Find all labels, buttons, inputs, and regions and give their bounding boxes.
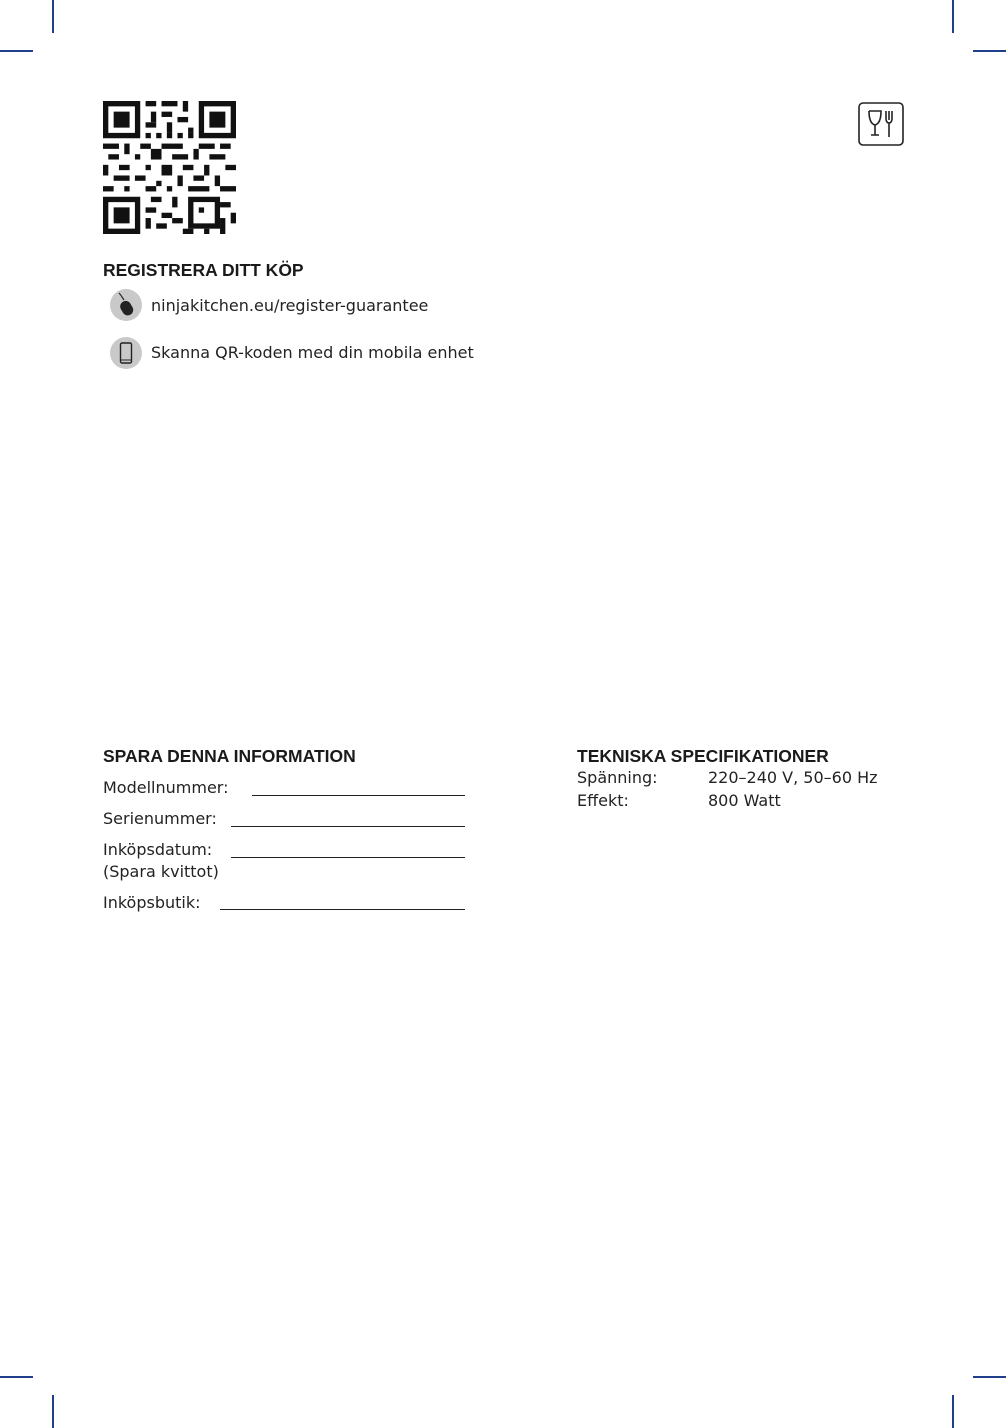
mobile-phone-icon: [110, 337, 142, 369]
crop-mark: [973, 50, 1006, 52]
purchase-date-label: Inköpsdatum:: [103, 840, 213, 859]
crop-mark: [0, 1376, 33, 1378]
qr-code-icon: [103, 101, 236, 234]
crop-mark: [52, 1395, 54, 1428]
spec-power-label: Effekt:: [577, 791, 629, 810]
spec-voltage-label: Spänning:: [577, 768, 658, 787]
crop-mark: [0, 50, 33, 52]
register-url[interactable]: ninjakitchen.eu/register-guarantee: [151, 296, 429, 315]
specs-heading: TEKNISKA SPECIFIKATIONER: [577, 746, 829, 766]
crop-mark: [52, 0, 54, 33]
spec-power-value: 800 Watt: [708, 791, 781, 810]
serial-number-field[interactable]: [231, 826, 465, 827]
crop-mark: [952, 0, 954, 33]
purchase-store-field[interactable]: [220, 909, 465, 910]
receipt-note: (Spara kvittot): [103, 862, 219, 881]
serial-number-label: Serienummer:: [103, 809, 217, 828]
purchase-date-field[interactable]: [231, 857, 465, 858]
food-safe-glass-fork-icon: [858, 102, 904, 146]
model-number-label: Modellnummer:: [103, 778, 229, 797]
mouse-icon-badge: [110, 289, 142, 321]
save-info-heading: SPARA DENNA INFORMATION: [103, 746, 356, 766]
phone-icon-badge: [110, 337, 142, 369]
computer-mouse-icon: [110, 289, 142, 321]
purchase-store-label: Inköpsbutik:: [103, 893, 201, 912]
model-number-field[interactable]: [252, 795, 465, 796]
register-heading: REGISTRERA DITT KÖP: [103, 260, 304, 280]
crop-mark: [973, 1376, 1006, 1378]
scan-qr-instruction: Skanna QR-koden med din mobila enhet: [151, 343, 474, 362]
spec-voltage-value: 220–240 V, 50–60 Hz: [708, 768, 878, 787]
crop-mark: [952, 1395, 954, 1428]
